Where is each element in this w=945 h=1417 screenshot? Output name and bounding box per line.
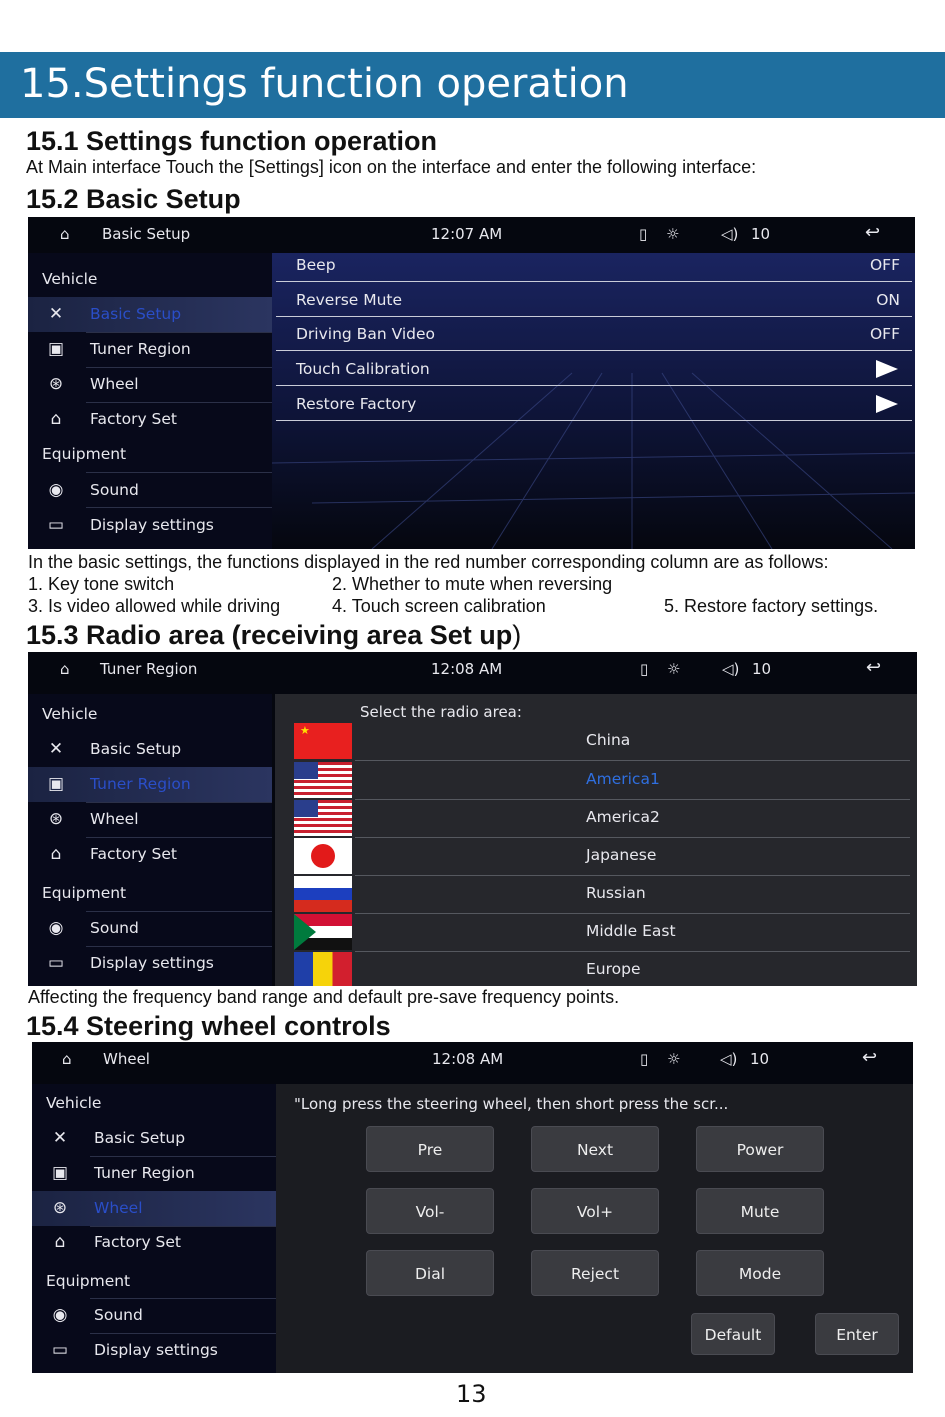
europe-flag-icon [294,952,352,986]
region-row-china[interactable]: ★ China [275,722,911,760]
sidebar-item-sound[interactable]: ◉ Sound [32,1298,276,1333]
region-row-america2[interactable]: America2 [275,799,911,837]
steering-wheel-icon: ⊛ [52,1198,68,1218]
tools-icon: ✕ [48,739,64,759]
steering-wheel-icon: ⊛ [48,809,64,829]
key-next-button[interactable]: Next [531,1126,659,1172]
sidebar-section-equipment: Equipment [42,884,127,902]
region-row-middle-east[interactable]: Middle East [275,913,911,951]
sidebar-item-basic-setup[interactable]: ✕ Basic Setup [32,1121,276,1156]
section-15-1-text: At Main interface Touch the [Settings] icon on the interface and enter the following interface: [26,157,757,177]
sidebar-item-display-settings[interactable]: ▭ Display settings [28,508,272,543]
setting-row-restore-factory[interactable]: Restore Factory [274,387,910,421]
volume-icon[interactable]: ◁) [721,225,739,243]
section-15-4-title: 15.4 Steering wheel controls [26,1011,391,1041]
sidebar-item-wheel[interactable]: ⊛ Wheel [28,367,272,402]
clock: 12:08 AM [431,660,503,678]
sidebar-item-tuner-region[interactable]: ▣ Tuner Region [32,1156,276,1191]
radio-icon: ▣ [47,339,65,359]
volume-level: 10 [751,225,771,243]
chapter-title: 15.Settings function operation [20,61,629,107]
clock: 12:07 AM [431,225,503,243]
setting-row-touch-calibration[interactable]: Touch Calibration [274,352,910,386]
status-bar [28,652,917,688]
key-vol-down-button[interactable]: Vol- [366,1188,494,1234]
region-prompt: Select the radio area: [360,703,522,721]
function-item-4: 4. Touch screen calibration [332,596,546,616]
usb-icon: ▯ [639,225,648,243]
settings-sidebar [32,1084,276,1373]
setting-row-driving-ban-video[interactable]: Driving Ban Video OFF [296,325,900,343]
wheel-instruction: "Long press the steering wheel, then short press the scr... [294,1095,729,1113]
volume-level: 10 [752,660,772,678]
key-reject-button[interactable]: Reject [531,1250,659,1296]
brightness-icon[interactable]: ☼ [666,225,680,243]
settings-sidebar [28,694,272,986]
function-item-1: 1. Key tone switch [28,574,175,594]
display-icon: ▭ [47,515,65,535]
key-mode-button[interactable]: Mode [696,1250,824,1296]
brightness-icon[interactable]: ☼ [667,660,681,678]
usb-icon: ▯ [640,660,649,678]
arrow-right-icon [876,395,898,413]
default-button[interactable]: Default [691,1313,775,1355]
key-vol-up-button[interactable]: Vol+ [531,1188,659,1234]
wheel-screen [32,1042,913,1373]
function-item-5: 5. Restore factory settings. [664,596,879,616]
basic-setup-description: In the basic settings, the functions displayed in the red number corresponding column are as follows: [28,552,829,572]
sidebar-item-factory-set[interactable]: ⌂ Factory Set [28,402,272,437]
setting-row-reverse-mute[interactable]: Reverse Mute ON [296,291,900,309]
display-icon: ▭ [51,1340,69,1360]
settings-sidebar [28,253,272,549]
sidebar-item-basic-setup[interactable]: ✕ Basic Setup [28,732,272,767]
sidebar-item-display-settings[interactable]: ▭ Display settings [28,946,272,981]
screen-title: Wheel [103,1050,150,1068]
volume-icon[interactable]: ◁) [722,660,740,678]
sidebar-item-factory-set[interactable]: ⌂ Factory Set [28,837,272,872]
region-row-europe[interactable]: Europe [275,951,911,986]
setting-row-beep[interactable]: Beep OFF [296,256,900,274]
factory-icon: ⌂ [50,409,62,429]
factory-icon: ⌂ [50,844,62,864]
home-icon[interactable]: ⌂ [60,225,70,243]
back-icon[interactable]: ↩ [865,222,881,243]
usa-flag-icon [294,762,352,798]
tools-icon: ✕ [48,304,64,324]
function-item-3: 3. Is video allowed while driving [28,596,281,616]
sidebar-section-vehicle: Vehicle [42,705,98,723]
back-icon[interactable]: ↩ [862,1047,878,1068]
sidebar-item-sound[interactable]: ◉ Sound [28,473,272,508]
tuner-region-screen [28,652,917,986]
sidebar-section-equipment: Equipment [42,445,127,463]
display-icon: ▭ [47,953,65,973]
sidebar-section-vehicle: Vehicle [46,1094,102,1112]
screen-title: Basic Setup [102,225,191,243]
usb-icon: ▯ [640,1050,649,1068]
basic-setup-screen [28,217,915,549]
region-row-russian[interactable]: Russian [275,875,911,913]
chapter-banner [0,52,945,118]
section-15-1-title: 15.1 Settings function operation [26,126,438,156]
key-pre-button[interactable]: Pre [366,1126,494,1172]
enter-button[interactable]: Enter [815,1313,899,1355]
tools-icon: ✕ [52,1128,68,1148]
sidebar-item-wheel[interactable]: ⊛ Wheel [28,802,272,837]
function-item-2: 2. Whether to mute when reversing [332,574,613,594]
sidebar-section-equipment: Equipment [46,1272,131,1290]
sidebar-section-vehicle: Vehicle [42,270,98,288]
key-dial-button[interactable]: Dial [366,1250,494,1296]
back-icon[interactable]: ↩ [866,657,882,678]
wheel-panel [276,1084,913,1373]
sidebar-item-tuner-region[interactable]: ▣ Tuner Region [28,767,272,802]
sound-icon: ◉ [48,918,64,938]
sound-icon: ◉ [48,480,64,500]
screen-title: Tuner Region [100,660,198,678]
volume-level: 10 [750,1050,770,1068]
radio-area-description: Affecting the frequency band range and default pre-save frequency points. [28,987,620,1007]
status-bar [32,1042,913,1078]
clock: 12:08 AM [432,1050,504,1068]
home-icon[interactable]: ⌂ [60,660,70,678]
factory-icon: ⌂ [54,1232,66,1252]
page-number: 13 [456,1380,487,1408]
sidebar-item-tuner-region[interactable]: ▣ Tuner Region [28,332,272,367]
section-15-2-title: 15.2 Basic Setup [26,184,241,214]
arrow-right-icon [876,360,898,378]
china-flag-icon: ★ [294,723,352,759]
home-icon[interactable]: ⌂ [62,1050,72,1068]
volume-icon[interactable]: ◁) [720,1050,738,1068]
region-panel [275,694,917,986]
sidebar-item-display-settings[interactable]: ▭ Display settings [32,1333,276,1368]
sidebar-item-basic-setup[interactable]: ✕ Basic Setup [28,297,272,332]
usa-flag-icon [294,800,352,836]
sidebar-item-wheel[interactable]: ⊛ Wheel [32,1191,276,1226]
radio-icon: ▣ [51,1163,69,1183]
key-power-button[interactable]: Power [696,1126,824,1172]
sidebar-item-factory-set[interactable]: ⌂ Factory Set [32,1225,276,1260]
key-mute-button[interactable]: Mute [696,1188,824,1234]
section-15-3-title: 15.3 Radio area (receiving area Set up) [26,620,522,650]
brightness-icon[interactable]: ☼ [667,1050,681,1068]
sound-icon: ◉ [52,1305,68,1325]
steering-wheel-icon: ⊛ [48,374,64,394]
region-row-japanese[interactable]: Japanese [275,837,911,875]
middle-east-flag-icon [294,914,352,950]
region-row-america1[interactable]: America1 [275,761,911,799]
sidebar-item-sound[interactable]: ◉ Sound [28,911,272,946]
russia-flag-icon [294,876,352,912]
radio-icon: ▣ [47,774,65,794]
japan-flag-icon [294,838,352,874]
